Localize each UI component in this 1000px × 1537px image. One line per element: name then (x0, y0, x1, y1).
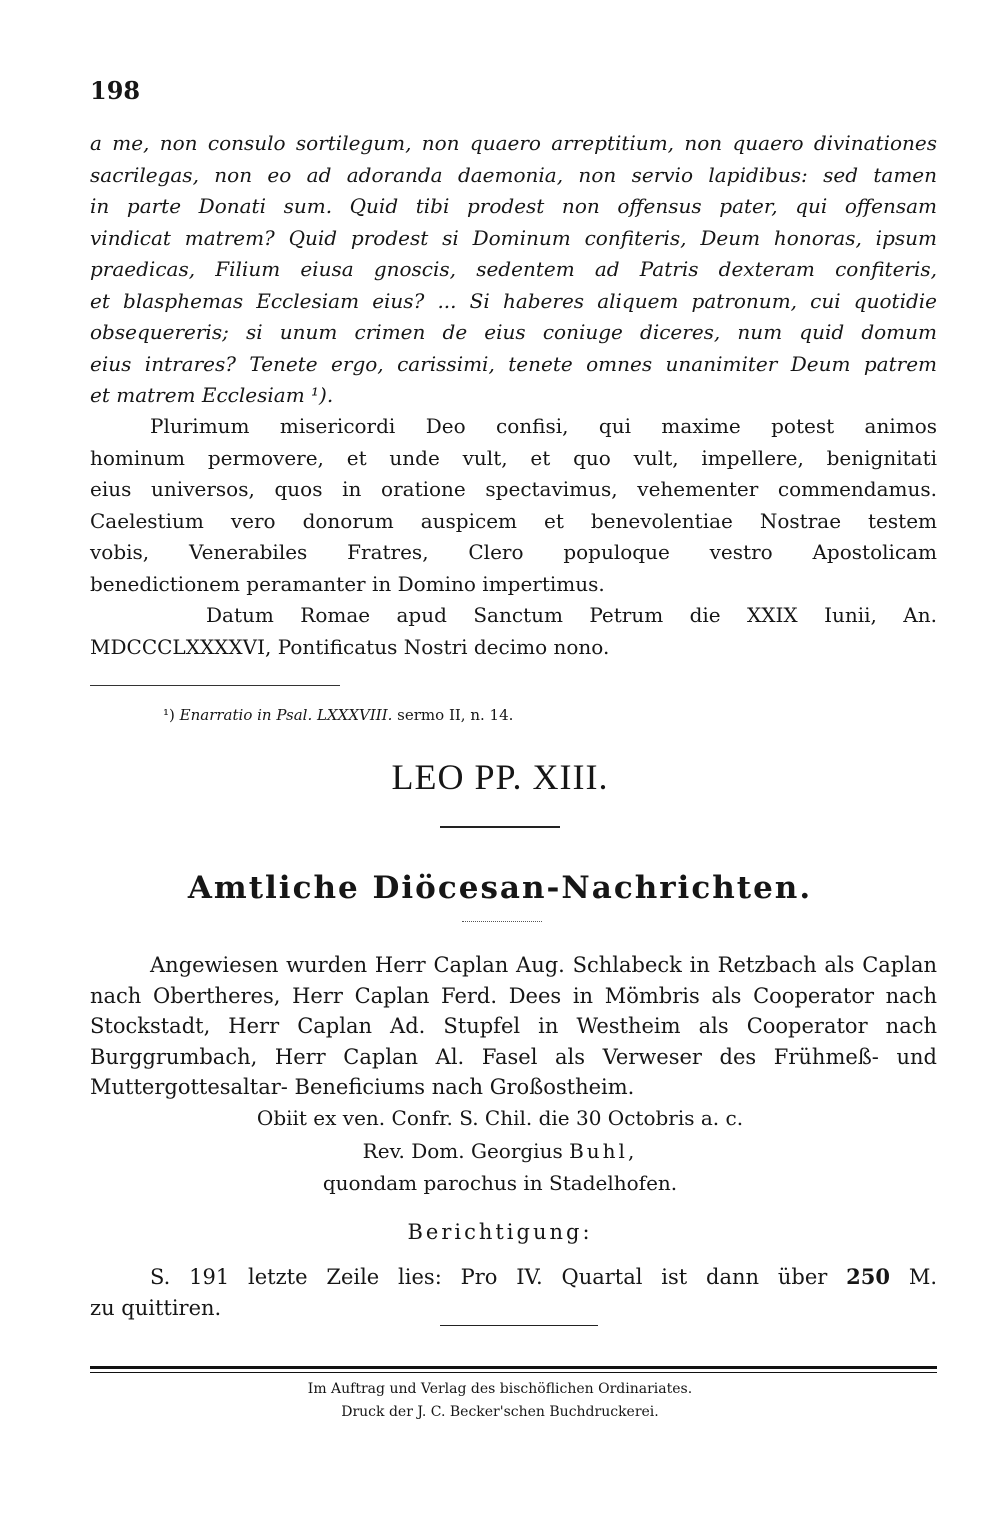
imprint-line: Druck der J. C. Becker'schen Buchdruckerei. (341, 1404, 659, 1420)
text-line: vindicat matrem? Quid prodest si Dominum confiteris, Deum honoras, ipsum (90, 225, 937, 250)
text-line: zu quittiren. (90, 1295, 222, 1320)
text-line: et matrem Ecclesiam ¹). (90, 383, 334, 407)
papal-signature: LEO PP. XIII. (391, 757, 609, 797)
footer-rule (90, 1372, 937, 1373)
section-heading: Amtliche Diöcesan-Nachrichten. (187, 870, 813, 906)
correction-amount: 250 (846, 1264, 890, 1289)
footnote-citation: Enarratio in Psal. LXXXVIII. (179, 706, 393, 724)
obituary-surname: Buhl, (569, 1139, 638, 1163)
correction-unit: M. (908, 1265, 937, 1289)
divider-rule (440, 826, 560, 828)
date-line: Datum Romae apud Sanctum Petrum die XXIX Iunii, An. (206, 603, 937, 627)
footnote (163, 706, 513, 724)
correction-text (90, 1262, 937, 1323)
text-line: a me, non consulo sortilegum, non quaero arreptitium, non quaero divinationes (90, 131, 937, 155)
footer-rule (90, 1366, 937, 1369)
text-line (90, 1262, 937, 1293)
correction-heading: Berichtigung: (407, 1220, 593, 1244)
obituary-line: quondam parochus in Stadelhofen. (322, 1171, 678, 1195)
text-line: hominum permovere, et unde vult, et quo vult, impellere, benignitati (90, 445, 937, 470)
text-line: Muttergottesaltar- Beneficiums nach Großostheim. (90, 1075, 635, 1099)
text-line: sacrilegas, non eo ad adoranda daemonia, non servio lapidibus: sed tamen (90, 162, 937, 187)
text-line: Caelestium vero donorum auspicem et benevolentiae Nostrae testem (90, 508, 937, 533)
text-line: Plurimum misericordi Deo confisi, qui maxime potest animos (150, 414, 937, 438)
text-line: Burggrumbach, Herr Caplan Al. Fasel als Verweser des Frühmeß- und (90, 1044, 937, 1069)
latin-body (90, 411, 937, 663)
text-line: benedictionem peramanter in Domino impertimus. (90, 571, 605, 596)
text-line: eius universos, quos in oratione spectavimus, vehementer commendamus. (90, 477, 937, 501)
correction-text-before: S. 191 letzte Zeile lies: Pro IV. Quartal ist dann über (150, 1265, 828, 1289)
obituary-name (0, 1139, 1000, 1163)
text-line: obsequereris; si unum crimen de eius coniuge diceres, num quid domum (90, 320, 937, 344)
latin-quote (90, 128, 937, 412)
text-line: vobis, Venerabiles Fratres, Clero populoque vestro Apostolicam (90, 540, 937, 564)
footnote-marker: ¹) (163, 706, 175, 724)
divider-rule (440, 1325, 598, 1326)
german-notice (90, 950, 937, 1103)
text-line: eius intrares? Tenete ergo, carissimi, tenete omnes unanimiter Deum patrem (90, 351, 937, 376)
page-number: 198 (90, 76, 141, 105)
footnote-rest: sermo II, n. 14. (397, 706, 514, 724)
footnote-divider (90, 685, 340, 686)
date-line: MDCCCLXXXXVI, Pontificatus Nostri decimo nono. (90, 634, 610, 659)
heading-ornament (462, 921, 542, 922)
obituary-name-prefix: Rev. Dom. Georgius (362, 1139, 563, 1163)
text-line: praedicas, Filium eiusa gnoscis, sedentem ad Patris dexteram confiteris, (90, 257, 937, 281)
text-line: et blasphemas Ecclesiam eius? ... Si haberes aliquem patronum, cui quotidie (90, 288, 937, 313)
text-line: in parte Donati sum. Quid tibi prodest non offensus pater, qui offensam (90, 194, 937, 218)
text-line: Stockstadt, Herr Caplan Ad. Stupfel in Westheim als Cooperator nach (90, 1014, 937, 1038)
text-line: Angewiesen wurden Herr Caplan Aug. Schlabeck in Retzbach als Caplan (150, 953, 937, 977)
imprint-line: Im Auftrag und Verlag des bischöflichen Ordinariates. (307, 1381, 693, 1397)
obituary-line: Obiit ex ven. Confr. S. Chil. die 30 Octobris a. c. (256, 1106, 744, 1130)
text-line: nach Obertheres, Herr Caplan Ferd. Dees in Mömbris als Cooperator nach (90, 983, 937, 1008)
